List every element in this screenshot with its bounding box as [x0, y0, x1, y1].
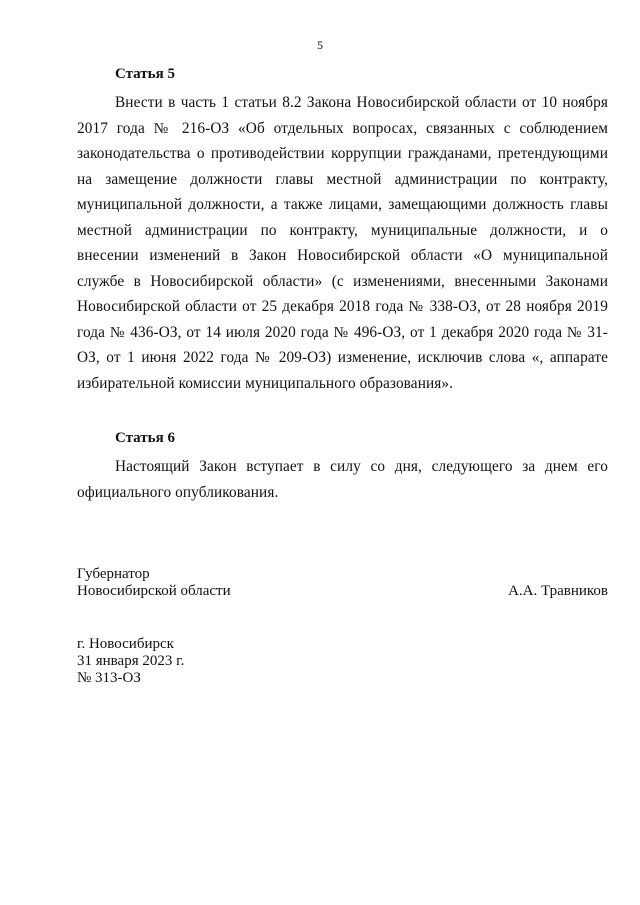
article-heading: Статья 6	[115, 430, 175, 446]
article-heading: Статья 5	[115, 66, 175, 82]
signatory-region: Новосибирской области	[77, 583, 231, 599]
article-body: Внести в часть 1 статьи 8.2 Закона Новосибирской области от 10 ноября 2017 года № 216-ОЗ «Об отдельных вопросах, связанных с соблюдением законодательства о противодействии коррупции гражданами, претендующими на замещение должности главы местной администрации по контракту, муниципальной должности, а также лицами, замещающими должность главы местной администрации по контракту, муниципальные должности, и о внесении изменений в Закон Новосибирской области «О муниципальной службе в Новосибирской области» (с изменениями, внесенными Законами Новосибирской области от 25 декабря 2018 года № 338-ОЗ, от 28 ноября 2019 года № 436-ОЗ, от 14 июля 2020 года № 496-ОЗ, от 1 декабря 2020 года № 31-ОЗ, от 1 июня 2022 года № 209-ОЗ) изменение, исключив слова «, аппарате избирательной комиссии муниципального образования».	[77, 94, 608, 392]
signatory-title: Губернатор	[77, 566, 150, 582]
article-6	[77, 428, 608, 505]
article-body: Настоящий Закон вступает в силу со дня, следующего за днем его официального опубликования.	[77, 458, 608, 501]
document-number: № 313-ОЗ	[77, 670, 141, 686]
signatory-name: А.А. Травников	[508, 583, 608, 599]
signature-row	[77, 583, 608, 600]
place-date-block	[77, 636, 184, 687]
city: г. Новосибирск	[77, 636, 174, 652]
article-5	[77, 64, 608, 396]
signature-block	[77, 566, 608, 600]
document-date: 31 января 2023 г.	[77, 653, 185, 669]
page-number: 5	[317, 38, 323, 52]
